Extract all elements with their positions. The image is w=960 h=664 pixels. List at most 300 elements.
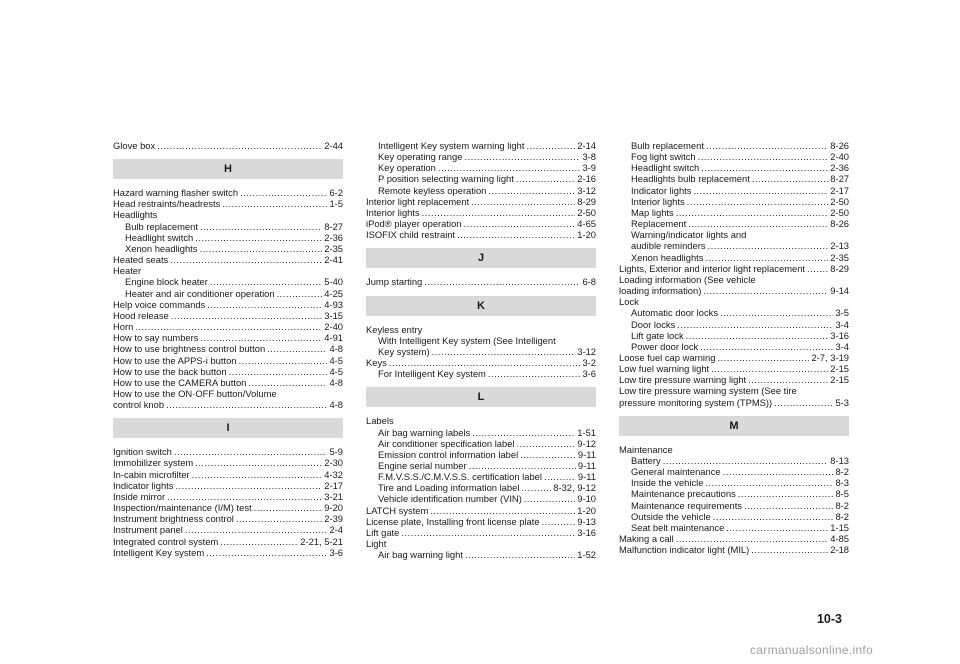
entry-page-ref: 2-7, 3-19 — [811, 351, 849, 363]
entry-page-ref: 1-52 — [577, 549, 596, 561]
entry-page-ref: 8-29 — [577, 195, 596, 207]
index-entry — [113, 355, 343, 366]
entry-label: How to use the back button — [113, 365, 227, 377]
entry-page-ref: 4-91 — [324, 332, 343, 344]
entry-label: Key operation — [378, 162, 436, 174]
index-entry — [113, 187, 343, 198]
entry-page-ref: 2-36 — [324, 231, 343, 243]
entry-label: Outside the vehicle — [631, 510, 711, 522]
section-letter-heading: M — [619, 416, 849, 436]
entry-label: How to use the APPS-i button — [113, 354, 237, 366]
dot-leader — [195, 457, 322, 468]
section-letter-heading: H — [113, 159, 343, 179]
entry-page-ref: 3-4 — [835, 318, 849, 330]
index-subentry — [619, 341, 849, 352]
index-entry — [113, 547, 343, 558]
index-entry — [113, 321, 343, 332]
entry-label: Map lights — [631, 206, 674, 218]
entry-label: Door locks — [631, 318, 676, 330]
dot-leader — [432, 346, 576, 357]
entry-label: For Intelligent Key system — [378, 368, 486, 380]
entry-label: Making a call — [619, 533, 674, 544]
entry-page-ref: 2-50 — [830, 206, 849, 218]
entry-page-ref: 2-30 — [324, 457, 343, 469]
index-entry — [113, 254, 343, 265]
dot-leader — [663, 455, 829, 466]
dot-leader — [488, 368, 581, 379]
index-subentry — [619, 477, 849, 488]
index-entry — [619, 533, 849, 544]
entry-label: Help voice commands — [113, 298, 206, 310]
entry-page-ref: 2-50 — [577, 206, 596, 218]
dot-leader — [706, 140, 828, 151]
index-subentry — [366, 482, 596, 493]
dot-leader — [693, 185, 828, 196]
entry-label: Glove box — [113, 140, 156, 151]
entry-label: Hood release — [113, 309, 169, 321]
dot-leader — [222, 198, 327, 209]
dot-leader — [464, 151, 580, 162]
entry-page-ref: 9-11 — [577, 471, 596, 483]
entry-page-ref: 8-13 — [830, 454, 849, 466]
entry-label: Indicator lights — [113, 479, 174, 491]
index-entry — [113, 491, 343, 502]
index-entry — [619, 285, 849, 296]
index-column-2 — [366, 140, 596, 560]
index-entry — [113, 469, 343, 480]
dot-leader — [174, 446, 328, 457]
entry-page-ref: 2-21, 5-21 — [300, 535, 343, 547]
entry-label: License plate, Installing front license plate — [366, 515, 540, 527]
dot-leader — [717, 352, 809, 363]
dot-leader — [516, 173, 575, 184]
index-subentry — [113, 243, 343, 254]
section-letter-heading: K — [366, 296, 596, 316]
index-subentry — [366, 151, 596, 162]
entry-label: Lift gate lock — [631, 329, 684, 341]
entry-label: Immobilizer system — [113, 457, 194, 469]
index-subentry — [113, 288, 343, 299]
dot-leader — [701, 162, 828, 173]
entry-page-ref: 2-18 — [830, 544, 849, 556]
index-entry — [113, 457, 343, 468]
index-entry — [113, 446, 343, 457]
index-heading — [366, 415, 596, 426]
entry-page-ref: 9-13 — [577, 515, 596, 527]
entry-label: How to use the CAMERA button — [113, 376, 247, 388]
index-entry — [366, 527, 596, 538]
entry-page-ref: 3-21 — [324, 490, 343, 502]
entry-label: P position selecting warning light — [378, 173, 514, 185]
entry-page-ref: 8-2 — [835, 510, 849, 522]
entry-page-ref: 2-15 — [830, 363, 849, 375]
entry-label: iPod® player operation — [366, 218, 462, 230]
entry-page-ref: 2-40 — [324, 321, 343, 333]
entry-page-ref: 9-14 — [830, 285, 849, 297]
index-subentry — [619, 488, 849, 499]
entry-label: Engine serial number — [378, 459, 467, 471]
dot-leader — [401, 527, 575, 538]
entry-page-ref: 4-65 — [577, 218, 596, 230]
entry-page-ref: 2-35 — [324, 242, 343, 254]
dot-leader — [723, 466, 834, 477]
index-entry — [113, 388, 343, 399]
dot-leader — [457, 229, 575, 240]
index-subentry — [366, 460, 596, 471]
entry-page-ref: 2-44 — [324, 140, 343, 151]
dot-leader — [229, 366, 328, 377]
index-subentry — [619, 218, 849, 229]
section-letter-heading: J — [366, 248, 596, 268]
entry-label: Intelligent Key system — [113, 546, 205, 558]
dot-leader — [166, 399, 327, 410]
entry-label: Headlights — [113, 209, 158, 221]
entry-label: Key system) — [378, 345, 430, 357]
entry-label: Air bag warning labels — [378, 426, 471, 438]
entry-page-ref: 3-15 — [324, 309, 343, 321]
entry-label: Lights, Exterior and interior light replacement — [619, 262, 806, 274]
dot-leader — [488, 185, 575, 196]
entry-label: Keys — [366, 357, 387, 369]
index-entry — [619, 374, 849, 385]
index-subentry — [619, 330, 849, 341]
entry-page-ref: 1-51 — [577, 426, 596, 438]
entry-label: Xenon headlights — [631, 251, 704, 263]
entry-page-ref: 8-5 — [835, 488, 849, 500]
entry-page-ref: 4-93 — [324, 298, 343, 310]
index-entry — [113, 343, 343, 354]
dot-leader — [175, 480, 322, 491]
index-subentry — [366, 438, 596, 449]
entry-label: Heater and air conditioner operation — [125, 287, 275, 299]
entry-label: Ignition switch — [113, 446, 172, 458]
entry-label: Hazard warning flasher switch — [113, 187, 239, 199]
entry-label: Bulb replacement — [125, 220, 198, 232]
index-entry — [113, 198, 343, 209]
entry-label: Low tire pressure warning light — [619, 374, 747, 386]
entry-label: audible reminders — [631, 240, 706, 252]
dot-leader — [677, 319, 833, 330]
dot-leader — [676, 533, 829, 544]
index-entry — [366, 207, 596, 218]
index-subentry — [366, 368, 596, 379]
dot-leader — [688, 218, 828, 229]
entry-label: Bulb replacement — [631, 140, 704, 151]
dot-leader — [544, 471, 576, 482]
entry-page-ref: 8-3 — [835, 477, 849, 489]
index-subentry — [619, 173, 849, 184]
dot-leader — [676, 207, 829, 218]
entry-page-ref: 2-14 — [577, 140, 596, 151]
entry-page-ref: 4-5 — [329, 365, 343, 377]
entry-page-ref: 2-13 — [830, 240, 849, 252]
dot-leader — [703, 285, 828, 296]
entry-label: Low fuel warning light — [619, 363, 710, 375]
index-subentry — [366, 449, 596, 460]
entry-label: Light — [366, 538, 387, 550]
index-subentry — [113, 232, 343, 243]
index-column-1 — [113, 140, 343, 558]
dot-leader — [220, 536, 298, 547]
dot-leader — [744, 500, 833, 511]
index-subentry — [366, 549, 596, 560]
index-entry — [366, 218, 596, 229]
entry-page-ref: 8-32, 9-12 — [553, 482, 596, 494]
index-subentry — [619, 455, 849, 466]
entry-label: Battery — [631, 454, 661, 466]
index-entry — [113, 480, 343, 491]
dot-leader — [192, 469, 323, 480]
entry-label: Headlight switch — [125, 231, 194, 243]
entry-label: How to use the ON·OFF button/Volume — [113, 387, 277, 399]
section-letter-heading: L — [366, 387, 596, 407]
entry-label: Low tire pressure warning system (See tire — [619, 385, 797, 397]
entry-label: Maintenance precautions — [631, 488, 736, 500]
dot-leader — [236, 513, 322, 524]
entry-label: Air conditioner specification label — [378, 437, 515, 449]
entry-page-ref: 9-12 — [577, 437, 596, 449]
entry-page-ref: 8-27 — [324, 220, 343, 232]
index-entry — [113, 332, 343, 343]
dot-leader — [687, 196, 829, 207]
index-heading — [619, 444, 849, 455]
dot-leader — [424, 276, 580, 287]
dot-leader — [167, 491, 322, 502]
entry-page-ref: 1-20 — [577, 504, 596, 516]
index-entry — [113, 299, 343, 310]
entry-label: Vehicle identification number (VIN) — [378, 493, 522, 505]
section-letter-heading: I — [113, 418, 343, 438]
index-subentry — [366, 493, 596, 504]
entry-label: Integrated control system — [113, 535, 219, 547]
entry-label: Heated seats — [113, 254, 169, 266]
entry-page-ref: 1-5 — [329, 198, 343, 210]
index-subentry — [619, 140, 849, 151]
dot-leader — [686, 330, 829, 341]
entry-label: Jump starting — [366, 276, 423, 288]
dot-leader — [705, 252, 828, 263]
index-subentry — [619, 229, 849, 240]
entry-label: loading information) — [619, 285, 702, 297]
dot-leader — [472, 427, 575, 438]
dot-leader — [422, 207, 576, 218]
dot-leader — [708, 240, 829, 251]
index-subentry — [619, 196, 849, 207]
dot-leader — [254, 502, 323, 513]
entry-page-ref: 8-2 — [835, 466, 849, 478]
index-subentry — [366, 173, 596, 184]
entry-page-ref: 2-40 — [830, 151, 849, 163]
entry-page-ref: 8-26 — [830, 218, 849, 230]
dot-leader — [240, 187, 327, 198]
index-subentry — [619, 319, 849, 330]
index-entry — [366, 229, 596, 240]
entry-page-ref: 2-39 — [324, 513, 343, 525]
entry-label: Loose fuel cap warning — [619, 351, 716, 363]
watermark: carmanualsonline.info — [750, 643, 874, 657]
dot-leader — [248, 377, 327, 388]
entry-label: Interior lights — [366, 206, 420, 218]
entry-label: Heater — [113, 265, 142, 277]
entry-label: Power door lock — [631, 340, 699, 352]
entry-label: How to say numbers — [113, 332, 199, 344]
entry-page-ref: 3-16 — [830, 329, 849, 341]
entry-label: Maintenance — [619, 443, 673, 455]
dot-leader — [774, 397, 833, 408]
entry-page-ref: 3-6 — [329, 546, 343, 558]
index-entry — [113, 140, 343, 151]
entry-label: Interior lights — [631, 195, 685, 207]
dot-leader — [726, 522, 828, 533]
entry-page-ref: 6-2 — [329, 187, 343, 199]
entry-page-ref: 4-8 — [329, 376, 343, 388]
entry-label: Seat belt maintenance — [631, 521, 725, 533]
dot-leader — [170, 254, 322, 265]
entry-label: Head restraints/headrests — [113, 198, 221, 210]
entry-label: Labels — [366, 415, 394, 427]
index-entry — [113, 366, 343, 377]
dot-leader — [277, 288, 323, 299]
index-entry — [366, 516, 596, 527]
entry-page-ref: 4-8 — [329, 343, 343, 355]
index-entry — [366, 276, 596, 287]
dot-leader — [469, 460, 576, 471]
entry-page-ref: 1-20 — [577, 229, 596, 241]
entry-page-ref: 2-16 — [577, 173, 596, 185]
dot-leader — [200, 332, 322, 343]
index-entry — [113, 536, 343, 547]
dot-leader — [206, 547, 327, 558]
dot-leader — [526, 140, 575, 151]
dot-leader — [464, 218, 576, 229]
entry-label: Lock — [619, 296, 639, 308]
entry-page-ref: 4-5 — [329, 354, 343, 366]
entry-page-ref: 8-26 — [830, 140, 849, 151]
entry-page-ref: 2-35 — [830, 251, 849, 263]
index-entry — [619, 274, 849, 285]
entry-page-ref: 3-16 — [577, 526, 596, 538]
index-subentry — [619, 466, 849, 477]
dot-leader — [465, 549, 575, 560]
index-subentry — [366, 471, 596, 482]
entry-label: F.M.V.S.S./C.M.V.S.S. certification label — [378, 471, 542, 483]
index-subentry — [619, 252, 849, 263]
dot-leader — [195, 232, 322, 243]
entry-label: Emission control information label — [378, 448, 519, 460]
index-entry — [113, 524, 343, 535]
entry-label: ISOFIX child restraint — [366, 229, 456, 241]
entry-label: Intelligent Key system warning light — [378, 140, 525, 151]
index-subentry — [619, 240, 849, 251]
index-subentry — [619, 162, 849, 173]
entry-label: LATCH system — [366, 504, 429, 516]
entry-page-ref: 3-6 — [582, 368, 596, 380]
entry-label: Fog light switch — [631, 151, 696, 163]
dot-leader — [751, 544, 828, 555]
entry-page-ref: 4-25 — [324, 287, 343, 299]
entry-label: Headlights bulb replacement — [631, 173, 750, 185]
entry-page-ref: 2-4 — [329, 524, 343, 536]
index-subentry — [619, 511, 849, 522]
entry-page-ref: 2-17 — [324, 479, 343, 491]
index-heading — [366, 324, 596, 335]
page-number: 10-3 — [816, 612, 842, 626]
dot-leader — [700, 341, 833, 352]
entry-label: Inside the vehicle — [631, 477, 704, 489]
entry-page-ref: 5-40 — [324, 276, 343, 288]
dot-leader — [705, 477, 833, 488]
dot-leader — [524, 493, 575, 504]
entry-label: Automatic door locks — [631, 307, 719, 319]
index-subentry — [366, 185, 596, 196]
dot-leader — [720, 307, 833, 318]
entry-label: Air bag warning light — [378, 549, 463, 561]
dot-leader — [738, 488, 834, 499]
dot-leader — [239, 355, 328, 366]
entry-page-ref: 5-3 — [835, 396, 849, 408]
entry-label: General maintenance — [631, 466, 721, 478]
dot-leader — [430, 505, 575, 516]
entry-label: Inside mirror — [113, 490, 166, 502]
index-entry — [366, 196, 596, 207]
entry-label: Headlight switch — [631, 162, 700, 174]
dot-leader — [267, 343, 327, 354]
entry-label: Maintenance requirements — [631, 499, 742, 511]
entry-label: Key operating range — [378, 151, 463, 163]
entry-label: Malfunction indicator light (MIL) — [619, 544, 750, 556]
entry-label: Tire and Loading information label — [378, 482, 520, 494]
dot-leader — [521, 482, 551, 493]
index-entry — [113, 377, 343, 388]
dot-leader — [438, 162, 581, 173]
entry-label: pressure monitoring system (TPMS)) — [619, 396, 773, 408]
dot-leader — [542, 516, 576, 527]
entry-label: Keyless entry — [366, 323, 423, 335]
index-heading — [113, 265, 343, 276]
entry-page-ref: 3-8 — [582, 151, 596, 163]
index-column-3 — [619, 140, 849, 555]
index-entry — [619, 397, 849, 408]
index-subentry — [366, 335, 596, 346]
entry-label: Inspection/maintenance (I/M) test — [113, 502, 252, 514]
entry-page-ref: 3-12 — [577, 184, 596, 196]
dot-leader — [713, 511, 834, 522]
dot-leader — [199, 243, 322, 254]
dot-leader — [135, 321, 322, 332]
dot-leader — [748, 374, 828, 385]
entry-page-ref: 9-11 — [577, 448, 596, 460]
dot-leader — [520, 449, 576, 460]
entry-page-ref: 4-32 — [324, 468, 343, 480]
entry-page-ref: 2-15 — [830, 374, 849, 386]
index-entry — [113, 310, 343, 321]
entry-page-ref: 2-41 — [324, 254, 343, 266]
entry-page-ref: 8-27 — [830, 173, 849, 185]
entry-page-ref: 1-15 — [830, 521, 849, 533]
entry-page-ref: 8-2 — [835, 499, 849, 511]
index-entry — [619, 263, 849, 274]
dot-leader — [807, 263, 828, 274]
entry-page-ref: 8-29 — [830, 262, 849, 274]
dot-leader — [711, 363, 828, 374]
entry-label: Horn — [113, 321, 134, 333]
index-entry — [113, 399, 343, 410]
index-subentry — [619, 185, 849, 196]
entry-label: Xenon headlights — [125, 242, 198, 254]
index-heading — [619, 296, 849, 307]
dot-leader — [207, 299, 322, 310]
entry-page-ref: 9-11 — [577, 459, 596, 471]
